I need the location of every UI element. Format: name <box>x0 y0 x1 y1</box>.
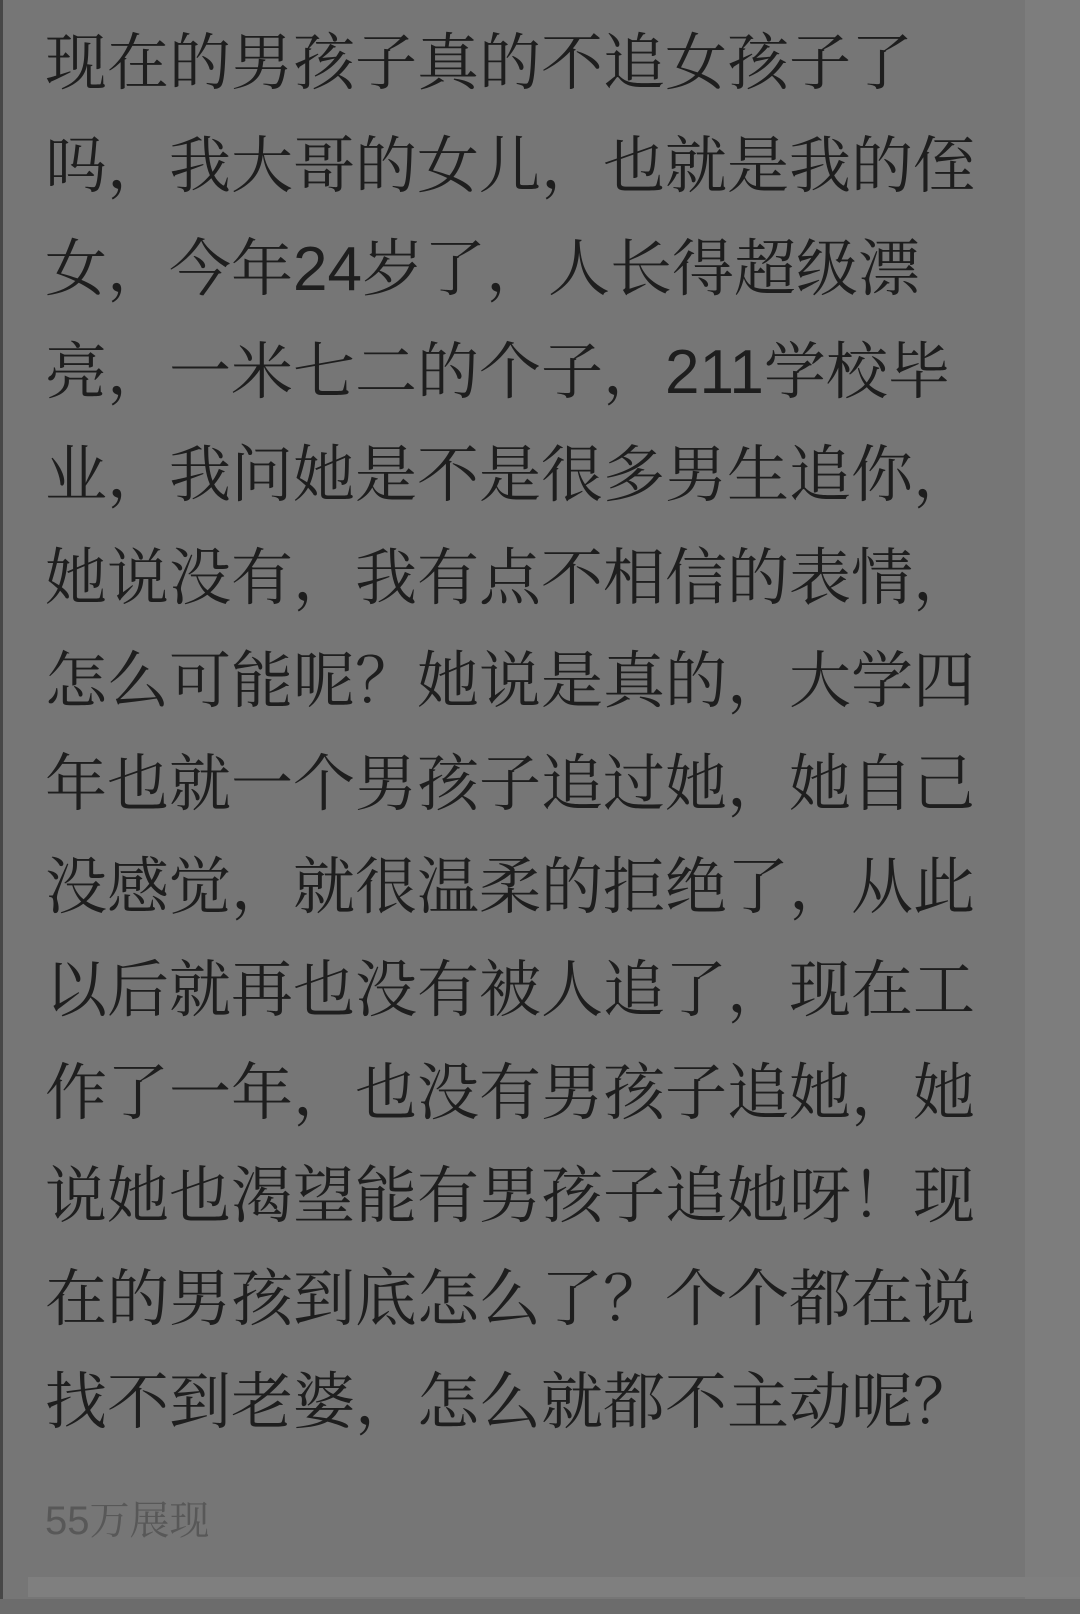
impressions-count: 55万展现 <box>45 1499 210 1543</box>
post-text-line: 在的男孩到底怎么了？个个都在说 <box>45 1265 976 1334</box>
post-text-line: 作了一年，也没有男孩子追她，她 <box>45 1059 976 1128</box>
post-text-line: 吗，我大哥的女儿，也就是我的侄 <box>45 132 976 201</box>
bottom-divider-band <box>28 1577 1080 1597</box>
post-text-line: 以后就再也没有被人追了，现在工 <box>45 956 976 1025</box>
post-text-line: 她说没有，我有点不相信的表情， <box>45 544 976 613</box>
post-text-line: 年也就一个男孩子追过她，她自己 <box>45 750 976 819</box>
post-text-line: 亮，一米七二的个子，211学校毕 <box>45 338 950 407</box>
left-edge-divider <box>0 0 3 1614</box>
post-text-line: 没感觉，就很温柔的拒绝了，从此 <box>45 853 976 922</box>
post-body-text <box>45 12 1035 1454</box>
post-text-line: 女，今年24岁了，人长得超级漂 <box>45 235 920 304</box>
post-text-line: 找不到老婆，怎么就都不主动呢？ <box>45 1368 976 1437</box>
post-text-line: 业，我问她是不是很多男生追你， <box>45 441 976 510</box>
bottom-edge-band <box>0 1599 1080 1614</box>
post-text-line: 现在的男孩子真的不追女孩子了 <box>45 29 914 98</box>
post-text-line: 怎么可能呢？她说是真的，大学四 <box>45 647 976 716</box>
post-text-line: 说她也渴望能有男孩子追她呀！现 <box>45 1162 976 1231</box>
